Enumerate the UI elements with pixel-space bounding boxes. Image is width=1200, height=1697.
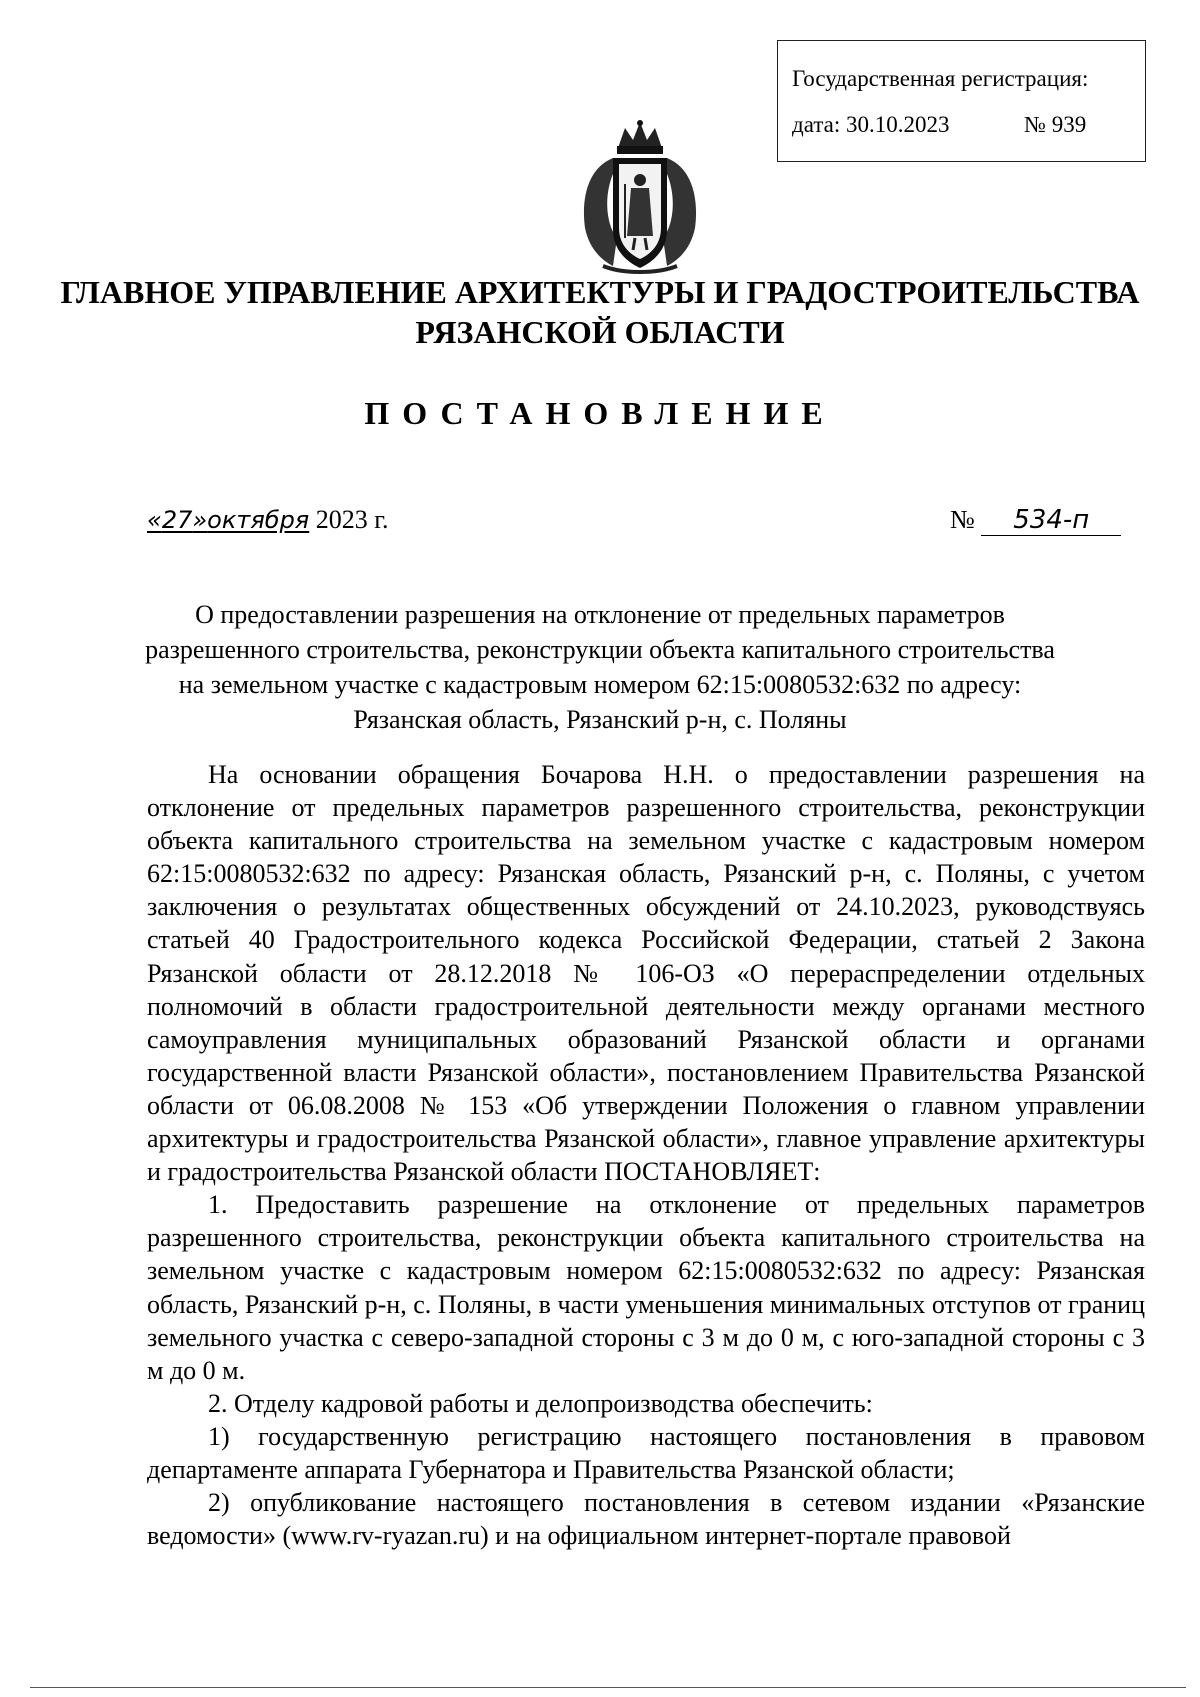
- clause-2-1-paragraph: 1) государственную регистрацию настоящего постановления в правовом департаменте аппарата Губернатора и Правительства Рязанской области;: [147, 1421, 1145, 1484]
- subject-line: Рязанская область, Рязанский р-н, с. Поляны: [353, 705, 847, 734]
- clause-2-paragraph: 2. Отделу кадровой работы и делопроизводства обеспечить:: [208, 1388, 873, 1418]
- document-date: [147, 505, 388, 535]
- subject-line: на земельном участке с кадастровым номером 62:15:0080532:632 по адресу:: [178, 670, 1022, 699]
- document-subject: [120, 597, 1080, 737]
- number-handwritten: 534-п: [981, 505, 1121, 536]
- subject-line: О предоставлении разрешения на отклонение от предельных параметров: [195, 600, 1005, 629]
- organization-title-line-1: ГЛАВНОЕ УПРАВЛЕНИЕ АРХИТЕКТУРЫ И ГРАДОСТРОИТЕЛЬСТВА: [60, 274, 1140, 310]
- number-label: №: [950, 505, 975, 534]
- document-number: [950, 505, 1121, 536]
- page-bottom-edge-line: [30, 1687, 1186, 1688]
- date-year: 2023 г.: [315, 505, 389, 534]
- date-month-handwritten: октября: [207, 506, 310, 534]
- date-open-quote: «: [147, 506, 162, 534]
- registration-number: № 939: [1024, 112, 1087, 137]
- registration-date: дата: 30.10.2023: [792, 112, 950, 137]
- document-type-title: ПОСТАНОВЛЕНИЕ: [364, 395, 836, 431]
- subject-line: разрешенного строительства, реконструкции объекта капитального строительства: [145, 635, 1055, 664]
- date-close-quote: »: [192, 506, 208, 534]
- date-day-handwritten: 27: [161, 506, 193, 534]
- preamble-paragraph: На основании обращения Бочарова Н.Н. о предоставлении разрешения на отклонение от предельных параметров разрешенного строительства, реконструкции объекта капитального строительства на земельном участке с кадастровым номером 62:15:0080532:632 по адресу: Рязанская область, Рязанский р-н, с. Поляны, с учетом заключения о результатах общественных обсуждений от 24.10.2023, руководствуясь статьей 40 Градостроительного кодекса Российской Федерации, статьей 2 Закона Рязанской области от 28.12.2018 № 106-ОЗ «О перераспределении отдельных полномочий в области градостроительной деятельности между органами местного самоуправления муниципальных образований Рязанской области и органами государственной власти Рязанской области», постановлением Правительства Рязанской области от 06.08.2008 № 153 «Об утверждении Положения о главном управлении архитектуры и градостроительства Рязанской области», главное управление архитектуры и градостроительства Рязанской области ПОСТАНОВЛЯЕТ:: [147, 760, 1145, 1187]
- document-body: [147, 758, 1145, 1552]
- clause-2-2-paragraph: 2) опубликование настоящего постановления в сетевом издании «Рязанские ведомости» (www.rv-ryazan.ru) и на официальном интернет-портале правовой: [147, 1488, 1145, 1551]
- organization-title-line-2: РЯЗАНСКОЙ ОБЛАСТИ: [415, 314, 785, 350]
- registration-stamp: [777, 40, 1146, 162]
- coat-of-arms-emblem: [573, 118, 707, 278]
- clause-1-paragraph: 1. Предоставить разрешение на отклонение от предельных параметров разрешенного строительства, реконструкции объекта капитального строительства на земельном участке с кадастровым номером 62:15:0080532:632 по адресу: Рязанская область, Рязанский р-н, с. Поляны, в части уменьшения минимальных отступов от границ земельного участка с северо-западной стороны с 3 м до 0 м, с юго-западной стороны с 3 м до 0 м.: [147, 1190, 1145, 1385]
- registration-title: Государственная регистрация:: [792, 66, 1089, 91]
